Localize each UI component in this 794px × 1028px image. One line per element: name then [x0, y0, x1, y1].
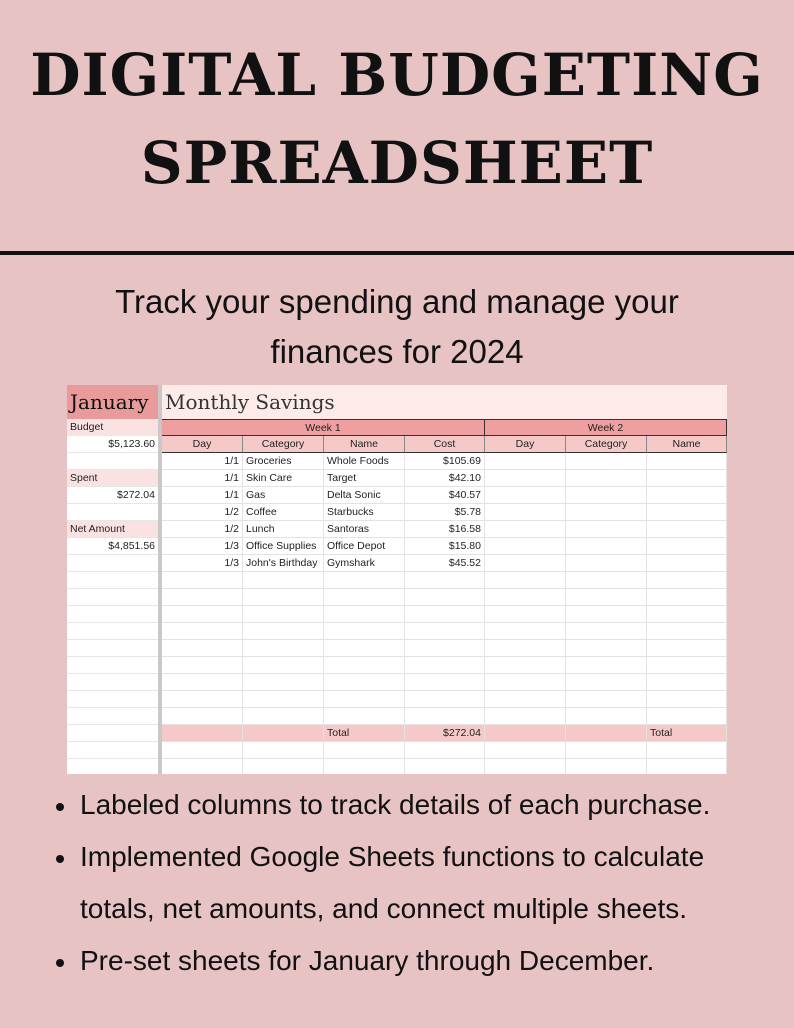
table-cell	[647, 487, 727, 503]
table-cell	[243, 725, 324, 741]
table-cell	[405, 708, 485, 724]
table-cell	[647, 742, 727, 758]
table-row	[162, 572, 727, 589]
table-cell	[485, 708, 566, 724]
table-cell	[485, 674, 566, 690]
table-cell	[566, 725, 647, 741]
feature-text: Implemented Google Sheets functions to calculate	[80, 841, 705, 872]
table-cell	[566, 555, 647, 571]
table-cell	[243, 623, 324, 639]
table-row	[162, 640, 727, 657]
table-cell: Office Supplies	[243, 538, 324, 554]
table-cell: Coffee	[243, 504, 324, 520]
page-title-line-1: DIGITAL BUDGETING	[30, 41, 764, 109]
budget-value: $5,123.60	[67, 436, 158, 453]
table-cell	[405, 589, 485, 605]
table-cell	[162, 674, 243, 690]
net-amount-value: $4,851.56	[67, 538, 158, 555]
column-header: Name	[324, 436, 405, 453]
table-cell	[647, 691, 727, 707]
table-cell	[162, 589, 243, 605]
table-cell	[485, 504, 566, 520]
table-row	[162, 487, 727, 504]
empty-cell	[67, 589, 158, 606]
table-cell	[324, 674, 405, 690]
table-cell	[566, 521, 647, 537]
table-row	[162, 623, 727, 640]
empty-cell	[67, 606, 158, 623]
column-header: Category	[566, 436, 647, 453]
table-cell	[243, 708, 324, 724]
table-cell	[647, 674, 727, 690]
table-cell: Skin Care	[243, 470, 324, 486]
empty-cell	[67, 759, 158, 774]
table-cell: John's Birthday	[243, 555, 324, 571]
table-cell	[485, 555, 566, 571]
total-value: $272.04	[405, 725, 485, 741]
spreadsheet-preview	[67, 385, 727, 774]
table-cell	[162, 623, 243, 639]
table-cell	[324, 572, 405, 588]
bullet-icon	[56, 959, 64, 967]
table-cell	[566, 623, 647, 639]
table-cell	[566, 742, 647, 758]
table-cell	[485, 742, 566, 758]
table-cell	[485, 759, 566, 774]
bullet-icon	[56, 855, 64, 863]
table-cell: 1/3	[162, 538, 243, 554]
table-cell	[324, 759, 405, 774]
table-cell: 1/2	[162, 504, 243, 520]
net-amount-label: Net Amount	[67, 521, 158, 538]
table-cell	[324, 742, 405, 758]
table-cell	[485, 470, 566, 486]
empty-cell	[67, 708, 158, 725]
bullet-icon	[56, 803, 64, 811]
table-row	[162, 589, 727, 606]
table-cell	[485, 521, 566, 537]
table-row	[162, 538, 727, 555]
table-cell	[243, 657, 324, 673]
empty-cell	[67, 640, 158, 657]
table-cell	[162, 640, 243, 656]
table-cell	[405, 742, 485, 758]
empty-cell	[67, 742, 158, 759]
table-cell	[485, 691, 566, 707]
table-cell	[405, 759, 485, 774]
table-cell	[162, 572, 243, 588]
table-cell	[566, 606, 647, 622]
subtitle-line-1: Track your spending and manage your	[115, 283, 679, 320]
week-header: Week 2	[485, 419, 727, 436]
table-cell	[566, 589, 647, 605]
table-cell	[405, 640, 485, 656]
table-cell	[566, 691, 647, 707]
summary-column	[67, 385, 158, 774]
spent-label: Spent	[67, 470, 158, 487]
table-cell	[566, 657, 647, 673]
table-cell: Office Depot	[324, 538, 405, 554]
table-cell	[485, 725, 566, 741]
table-cell	[485, 453, 566, 469]
table-cell	[647, 555, 727, 571]
week-header: Week 1	[162, 419, 485, 436]
table-row	[162, 674, 727, 691]
page-title-line-2: SPREADSHEET	[140, 129, 654, 197]
table-cell	[647, 453, 727, 469]
table-cell: Gymshark	[324, 555, 405, 571]
table-cell	[566, 470, 647, 486]
table-cell: Gas	[243, 487, 324, 503]
table-cell	[647, 606, 727, 622]
budget-label: Budget	[67, 419, 158, 436]
table-cell	[647, 572, 727, 588]
subtitle-line-2: finances for 2024	[270, 333, 524, 370]
table-cell	[324, 640, 405, 656]
table-cell: Target	[324, 470, 405, 486]
table-cell	[324, 691, 405, 707]
empty-cell	[67, 657, 158, 674]
table-cell	[647, 470, 727, 486]
table-cell	[566, 674, 647, 690]
table-row	[162, 504, 727, 521]
table-row	[162, 470, 727, 487]
table-cell: 1/1	[162, 487, 243, 503]
table-cell: $16.58	[405, 521, 485, 537]
feature-text: Pre-set sheets for January through December.	[80, 945, 655, 976]
table-cell: 1/1	[162, 470, 243, 486]
table-cell: Groceries	[243, 453, 324, 469]
table-cell	[243, 606, 324, 622]
empty-cell	[67, 691, 158, 708]
empty-cell	[67, 572, 158, 589]
table-row	[162, 708, 727, 725]
table-cell	[243, 640, 324, 656]
table-cell: 1/3	[162, 555, 243, 571]
feature-text: totals, net amounts, and connect multiple sheets.	[80, 893, 688, 924]
table-cell	[162, 657, 243, 673]
table-row	[162, 555, 727, 572]
table-cell	[243, 759, 324, 774]
table-cell	[647, 657, 727, 673]
table-cell: $40.57	[405, 487, 485, 503]
table-cell	[566, 504, 647, 520]
month-title: January	[67, 385, 158, 419]
table-cell	[647, 504, 727, 520]
table-cell: Whole Foods	[324, 453, 405, 469]
table-cell	[485, 487, 566, 503]
table-cell: $45.52	[405, 555, 485, 571]
sheet-title: Monthly Savings	[162, 385, 727, 419]
table-cell	[485, 572, 566, 588]
empty-cell	[67, 725, 158, 742]
table-cell: Starbucks	[324, 504, 405, 520]
table-cell	[566, 487, 647, 503]
table-cell	[324, 623, 405, 639]
table-cell	[647, 623, 727, 639]
table-cell	[485, 606, 566, 622]
column-header: Category	[243, 436, 324, 453]
table-cell: 1/1	[162, 453, 243, 469]
table-cell	[485, 589, 566, 605]
empty-cell	[67, 674, 158, 691]
table-row	[162, 691, 727, 708]
table-cell	[324, 708, 405, 724]
table-cell	[162, 691, 243, 707]
table-cell: Lunch	[243, 521, 324, 537]
table-cell	[162, 759, 243, 774]
table-cell: $5.78	[405, 504, 485, 520]
table-cell	[647, 521, 727, 537]
column-header: Day	[162, 436, 243, 453]
table-cell	[485, 623, 566, 639]
table-row	[162, 742, 727, 759]
total-row	[162, 725, 727, 742]
table-cell: Santoras	[324, 521, 405, 537]
table-cell	[647, 708, 727, 724]
column-header: Day	[485, 436, 566, 453]
table-cell	[243, 589, 324, 605]
table-cell	[566, 759, 647, 774]
spent-value: $272.04	[67, 487, 158, 504]
table-cell	[647, 640, 727, 656]
column-header: Name	[647, 436, 727, 453]
table-row	[162, 606, 727, 623]
table-cell	[647, 538, 727, 554]
empty-cell	[67, 623, 158, 640]
table-cell	[485, 538, 566, 554]
table-cell	[162, 742, 243, 758]
feature-text: Labeled columns to track details of each purchase.	[80, 789, 711, 820]
table-cell	[405, 572, 485, 588]
table-cell: Delta Sonic	[324, 487, 405, 503]
table-cell	[405, 657, 485, 673]
table-cell	[485, 657, 566, 673]
table-row	[162, 759, 727, 774]
table-cell	[405, 674, 485, 690]
table-cell	[566, 538, 647, 554]
table-cell: $42.10	[405, 470, 485, 486]
table-cell	[566, 708, 647, 724]
table-cell	[162, 725, 243, 741]
table-cell	[324, 606, 405, 622]
table-cell	[243, 691, 324, 707]
table-cell	[243, 572, 324, 588]
empty-cell	[67, 453, 158, 470]
table-cell: 1/2	[162, 521, 243, 537]
table-cell	[566, 572, 647, 588]
column-header: Cost	[405, 436, 485, 453]
table-cell	[243, 742, 324, 758]
table-cell	[243, 674, 324, 690]
table-row	[162, 521, 727, 538]
empty-cell	[67, 504, 158, 521]
table-cell	[647, 759, 727, 774]
table-cell	[405, 606, 485, 622]
table-cell	[324, 589, 405, 605]
table-cell	[485, 640, 566, 656]
table-cell	[405, 623, 485, 639]
table-cell	[647, 589, 727, 605]
table-cell	[566, 640, 647, 656]
divider	[0, 251, 794, 255]
table-cell	[162, 708, 243, 724]
table-cell	[162, 606, 243, 622]
table-cell: $15.80	[405, 538, 485, 554]
total-label: Total	[324, 725, 405, 741]
total-label: Total	[647, 725, 727, 741]
table-cell	[324, 657, 405, 673]
table-row	[162, 657, 727, 674]
table-cell: $105.69	[405, 453, 485, 469]
table-cell	[566, 453, 647, 469]
empty-cell	[67, 555, 158, 572]
table-row	[162, 453, 727, 470]
table-cell	[405, 691, 485, 707]
